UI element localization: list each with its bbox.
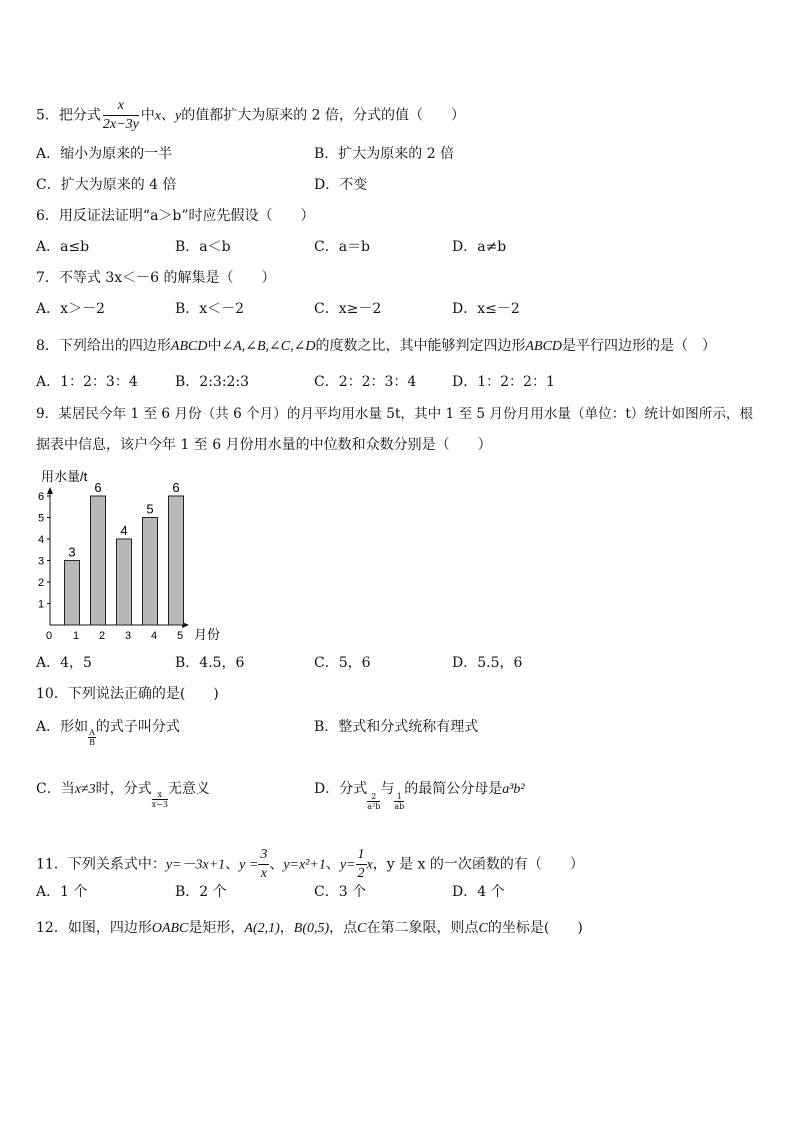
q10-c-fraction: $\frac{x}{x-3}$ — [151, 790, 168, 809]
q10-option-a[interactable]: A．形如 $\frac{A}{B}$ 的式子叫分式 — [36, 719, 180, 747]
q8-option-a[interactable]: A．1：2：3：4 — [36, 374, 138, 390]
x-tick-label: 4 — [150, 630, 158, 642]
q10-option-c[interactable]: C．当x≠3时，分式 $\frac{x}{x-3}$ 无意义 — [36, 781, 210, 809]
q8-option-b[interactable]: B．2:3:2:3 — [175, 374, 250, 390]
q11-fraction-2: $\frac{1}{2}$ — [357, 847, 365, 881]
bar-month-4 — [143, 518, 158, 626]
x-tick-label: 1 — [72, 630, 80, 642]
q11-fraction-1: $\frac{3}{x}$ — [260, 847, 268, 881]
q10-a-fraction: $\frac{A}{B}$ — [89, 728, 95, 747]
q9-option-d[interactable]: D．5.5，6 — [452, 655, 523, 671]
water-usage-bar-chart — [34, 462, 234, 642]
q5-fraction: $\frac{x}{2x-3y}$ — [102, 98, 139, 132]
bar-data-label: 6 — [94, 480, 102, 495]
q10-d-fraction-2: $\frac{1}{ab}$ — [394, 792, 405, 811]
q11-option-a[interactable]: A．1 个 — [36, 884, 88, 900]
y-axis-label: 用水量/t — [41, 469, 88, 484]
bar-month-1 — [65, 561, 80, 626]
q6-option-c[interactable]: C．a＝b — [314, 239, 371, 255]
x-tick-label: 3 — [124, 630, 132, 642]
q9-option-a[interactable]: A．4，5 — [36, 655, 92, 671]
y-tick-label: 6 — [38, 491, 45, 503]
q8-option-d[interactable]: D．1：2：2：1 — [452, 374, 555, 390]
q9-stem-line1: 9．某居民今年 1 至 6 月份（共 6 个月）的月平均用水量 5t，其中 1 至 5 月份月用水量（单位：t）统计如图所示，根 — [36, 406, 754, 422]
q12-stem: 12．如图，四边形OABC是矩形，A(2,1)，B(0,5)，点C在第二象限，则点C的坐标是( ) — [36, 920, 583, 936]
q10-option-b[interactable]: B．整式和分式统称有理式 — [314, 719, 479, 735]
bar-month-3 — [117, 539, 132, 625]
q5-option-c[interactable]: C．扩大为原来的 4 倍 — [36, 177, 177, 193]
q11-stem: 11．下列关系式中：y=－3x+1、y = $\frac{3}{x}$ 、y=x²+1、y= $\frac{1}{2}$ x，y 是 x 的一次函数的有（ ） — [36, 847, 584, 881]
bar-data-label: 6 — [172, 480, 180, 495]
q9-option-b[interactable]: B．4.5，6 — [175, 655, 245, 671]
x-tick-label: 5 — [176, 630, 184, 642]
q6-option-a[interactable]: A．a≤b — [36, 239, 90, 255]
bar-data-label: 5 — [146, 501, 154, 517]
q7-option-c[interactable]: C．x≥－2 — [314, 301, 382, 317]
q7-stem: 7．不等式 3x＜－6 的解集是（ ） — [36, 270, 276, 286]
q5-option-a[interactable]: A．缩小为原来的一半 — [36, 146, 173, 162]
q9-option-c[interactable]: C．5，6 — [314, 655, 371, 671]
q7-option-b[interactable]: B．x＜－2 — [175, 301, 245, 317]
q10-d-fraction-1: $\frac{2}{\text{a²b}}$ — [367, 792, 381, 811]
q11-option-b[interactable]: B．2 个 — [175, 884, 227, 900]
origin-label: 0 — [46, 630, 53, 642]
bar-data-label: 3 — [68, 544, 76, 560]
q11-option-c[interactable]: C．3 个 — [314, 884, 367, 900]
q8-stem: 8．下列给出的四边形ABCD中∠A,∠B,∠C,∠D的度数之比，其中能够判定四边形ABCD是平行四边形的是（ ） — [36, 338, 717, 354]
bar-data-label: 4 — [120, 523, 128, 538]
q5-stem: 5．把分式 $\frac{x}{2x-3y}$ 中x、y的值都扩大为原来的 2 倍，分式的值（ ） — [36, 98, 466, 132]
q8-option-c[interactable]: C．2：2：3：4 — [314, 374, 417, 390]
bar-month-5 — [169, 496, 184, 625]
q7-option-d[interactable]: D．x≤－2 — [452, 301, 520, 317]
x-axis-label: 月份 — [194, 627, 221, 642]
bar-month-2 — [91, 496, 106, 625]
q5-option-d[interactable]: D．不变 — [314, 177, 368, 193]
q6-option-b[interactable]: B．a＜b — [175, 239, 231, 255]
y-tick-label: 4 — [38, 534, 45, 546]
y-tick-label: 5 — [38, 512, 45, 525]
x-tick-label: 2 — [98, 630, 106, 642]
q6-stem: 6．用反证法证明“a＞b”时应先假设（ ） — [36, 208, 315, 224]
q6-option-d[interactable]: D．a≠b — [452, 239, 507, 255]
y-tick-label: 2 — [38, 577, 45, 589]
y-tick-label: 3 — [38, 555, 45, 568]
y-tick-label: 1 — [38, 598, 45, 611]
q11-option-d[interactable]: D．4 个 — [452, 884, 505, 900]
q7-option-a[interactable]: A．x＞－2 — [36, 301, 105, 317]
q9-stem-line2: 据表中信息，该户今年 1 至 6 月份用水量的中位数和众数分别是（ ） — [36, 437, 492, 453]
q10-stem: 10．下列说法正确的是( ) — [36, 686, 219, 702]
q10-option-d[interactable]: D．分式 $\frac{2}{\text{a²b}}$ 与 $\frac{1}{ab}$ 的最简公分母是a³b² — [314, 781, 525, 811]
q5-option-b[interactable]: B．扩大为原来的 2 倍 — [314, 146, 455, 162]
